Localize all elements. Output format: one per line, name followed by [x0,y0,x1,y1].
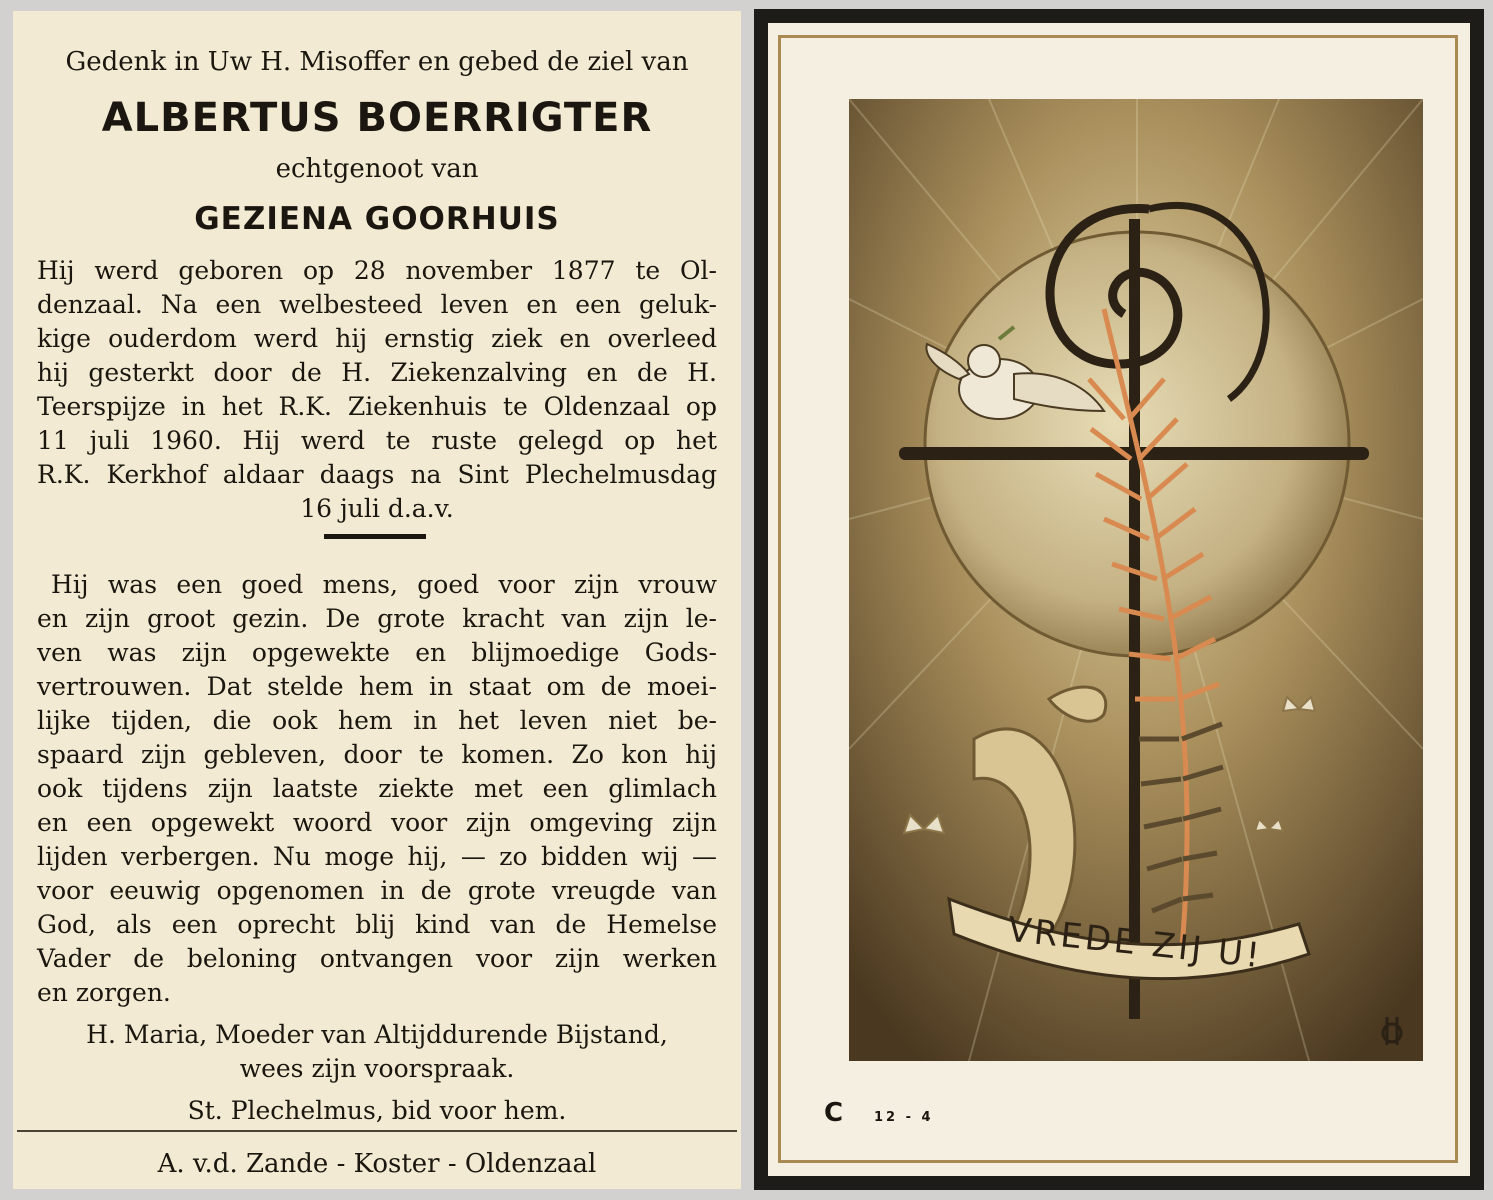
prayer-line: St. Plechelmus, bid voor hem. [187,1096,567,1125]
tribute-line: God, als een oprecht blij kind van de Hemelse [37,910,717,939]
memorial-text-card [13,11,741,1189]
tribute-line: lijden verbergen. Nu moge hij, — zo bidden wij — [37,842,717,871]
footer-rule [17,1130,737,1132]
tribute-line: vertrouwen. Dat stelde hem in staat om de moei- [37,672,717,701]
picture-mount [768,23,1470,1176]
tribute-line: ven was zijn opgewekte en blijmoedige Gods- [37,638,717,667]
bio-line: hij gesterkt door de H. Ziekenzalving en de H. [37,358,717,387]
bio-line: denzaal. Na een welbesteed leven en een geluk- [37,290,717,319]
tribute-line: Vader de beloning ontvangen voor zijn werken [37,944,717,973]
tribute-line: spaard zijn gebleven, door te komen. Zo kon hij [37,740,717,769]
cross-bar [899,447,1369,460]
deceased-name: ALBERTUS BOERRIGTER [101,95,653,141]
prayer-line: wees zijn voorspraak. [239,1054,515,1083]
print-code: 12 - 4 [874,1110,934,1125]
tribute-line: Hij was een goed mens, goed voor zijn vrouw [51,570,717,599]
tribute-line: lijke tijden, die ook hem in het leven niet be- [37,706,717,735]
tribute-line: ook tijdens zijn laatste ziekte met een glimlach [37,774,717,803]
banner-text: VREDE ZIJ U! [1006,909,1265,977]
cross-staff [1129,219,1140,1019]
devotional-picture-card [754,9,1484,1190]
bio-line: R.K. Kerkhof aldaar daags na Sint Plechelmusdag [37,460,717,489]
tribute-line: voor eeuwig opgenomen in de grote vreugde van [37,876,717,905]
intro-line: Gedenk in Uw H. Misoffer en gebed de ziel van [65,47,689,77]
bio-last-line: 16 juli d.a.v. [300,494,454,523]
tribute-last-line: en zorgen. [37,978,171,1007]
section-divider [324,534,426,539]
spouse-label: echtgenoot van [275,154,479,184]
publisher-mark: C [824,1098,844,1128]
bio-line: kige ouderdom werd hij ernstig ziek en overleed [37,324,717,353]
spouse-name: GEZIENA GOORHUIS [194,201,560,237]
bio-line: 11 juli 1960. Hij werd te ruste gelegd op het [37,426,717,455]
tribute-line: en een opgewekt woord voor zijn omgeving zijn [37,808,717,837]
devotional-illustration [849,99,1423,1061]
bio-line: Hij werd geboren op 28 november 1877 te Ol- [37,256,717,285]
bio-line: Teerspijze in het R.K. Ziekenhuis te Oldenzaal op [37,392,717,421]
tribute-line: en zijn groot gezin. De grote kracht van zijn le- [37,604,717,633]
prayer-line: H. Maria, Moeder van Altijddurende Bijstand, [86,1020,668,1049]
printer-line: A. v.d. Zande - Koster - Oldenzaal [157,1149,597,1179]
